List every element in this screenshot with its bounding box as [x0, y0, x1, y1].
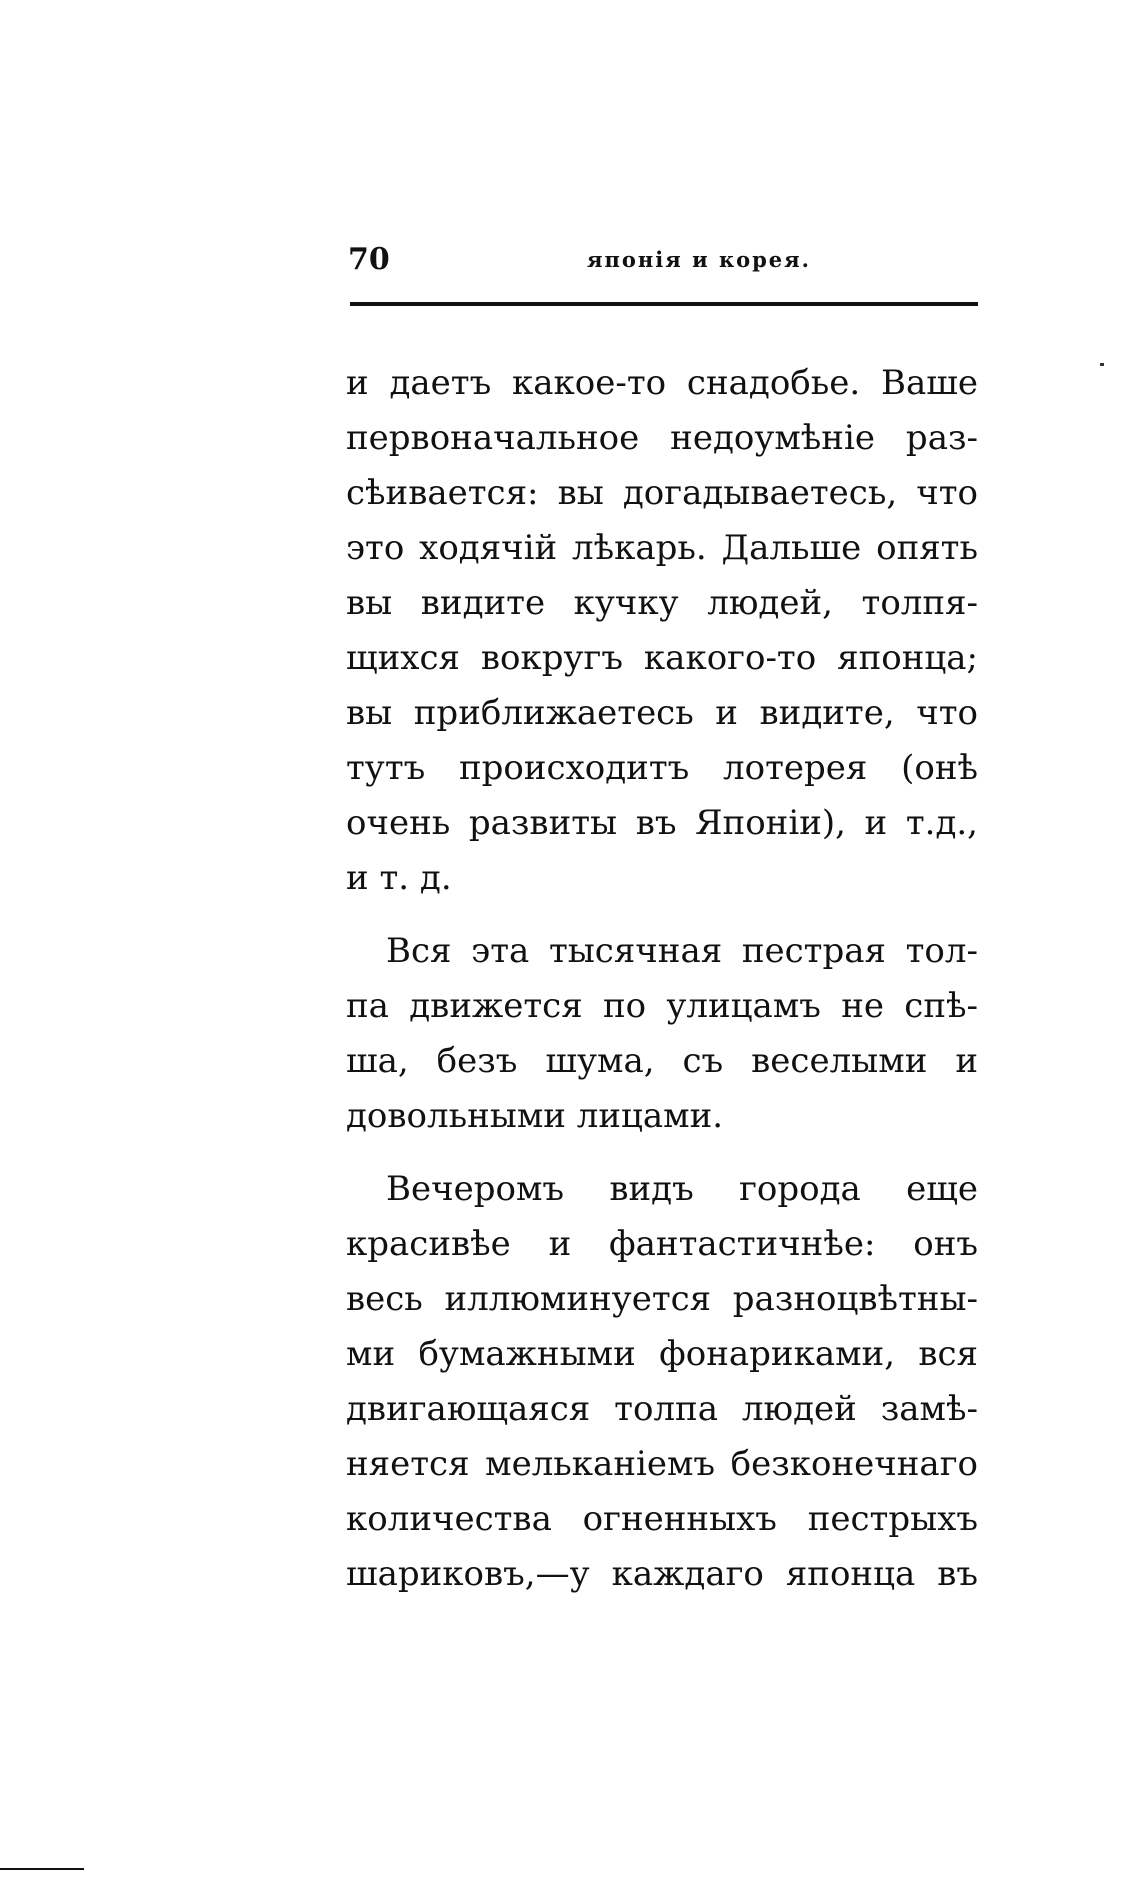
page-number: 70 — [348, 242, 390, 277]
text-line: довольными лицами. — [346, 1096, 724, 1136]
text-line: и т. д. — [346, 858, 452, 898]
text-line: весь иллюминуется разноцвѣтны- — [346, 1279, 978, 1319]
body-text — [346, 356, 978, 1602]
margin-speck — [1100, 363, 1104, 366]
paragraph-2 — [346, 924, 978, 1144]
text-line: количества огненныхъ пестрыхъ — [346, 1499, 978, 1539]
text-line: вы видите кучку людей, толпя- — [346, 583, 978, 623]
text-line: двигающаяся толпа людей замѣ- — [346, 1389, 978, 1429]
text-line: Вечеромъ видъ города еще — [386, 1169, 978, 1209]
text-line: шариковъ,—у каждаго японца въ — [346, 1554, 978, 1594]
text-line: красивѣе и фантастичнѣе: онъ — [346, 1224, 978, 1264]
text-line: па движется по улицамъ не спѣ- — [346, 986, 978, 1026]
margin-mark — [0, 1868, 84, 1870]
text-line: очень развиты въ Японіи), и т.д., — [346, 803, 978, 843]
page-header — [348, 240, 980, 280]
text-line: сѣивается: вы догадываетесь, что — [346, 473, 978, 513]
header-rule — [350, 302, 978, 306]
text-line: это ходячій лѣкарь. Дальше опять — [346, 528, 978, 568]
running-title: японія и корея. — [587, 247, 811, 272]
text-line: и даетъ какое-то снадобье. Ваше — [346, 363, 978, 403]
text-line: щихся вокругъ какого-то японца; — [346, 638, 978, 678]
text-line: тутъ происходитъ лотерея (онѣ — [346, 748, 978, 788]
paragraph-1 — [346, 356, 978, 906]
paragraph-3 — [346, 1162, 978, 1602]
text-line: вы приближаетесь и видите, что — [346, 693, 978, 733]
text-line: ша, безъ шума, съ веселыми и — [346, 1041, 978, 1081]
text-line: первоначальное недоумѣніе раз- — [346, 418, 978, 458]
text-line: ми бумажными фонариками, вся — [346, 1334, 978, 1374]
text-line: няется мельканіемъ безконечнаго — [346, 1444, 978, 1484]
text-line: Вся эта тысячная пестрая тол- — [386, 931, 978, 971]
